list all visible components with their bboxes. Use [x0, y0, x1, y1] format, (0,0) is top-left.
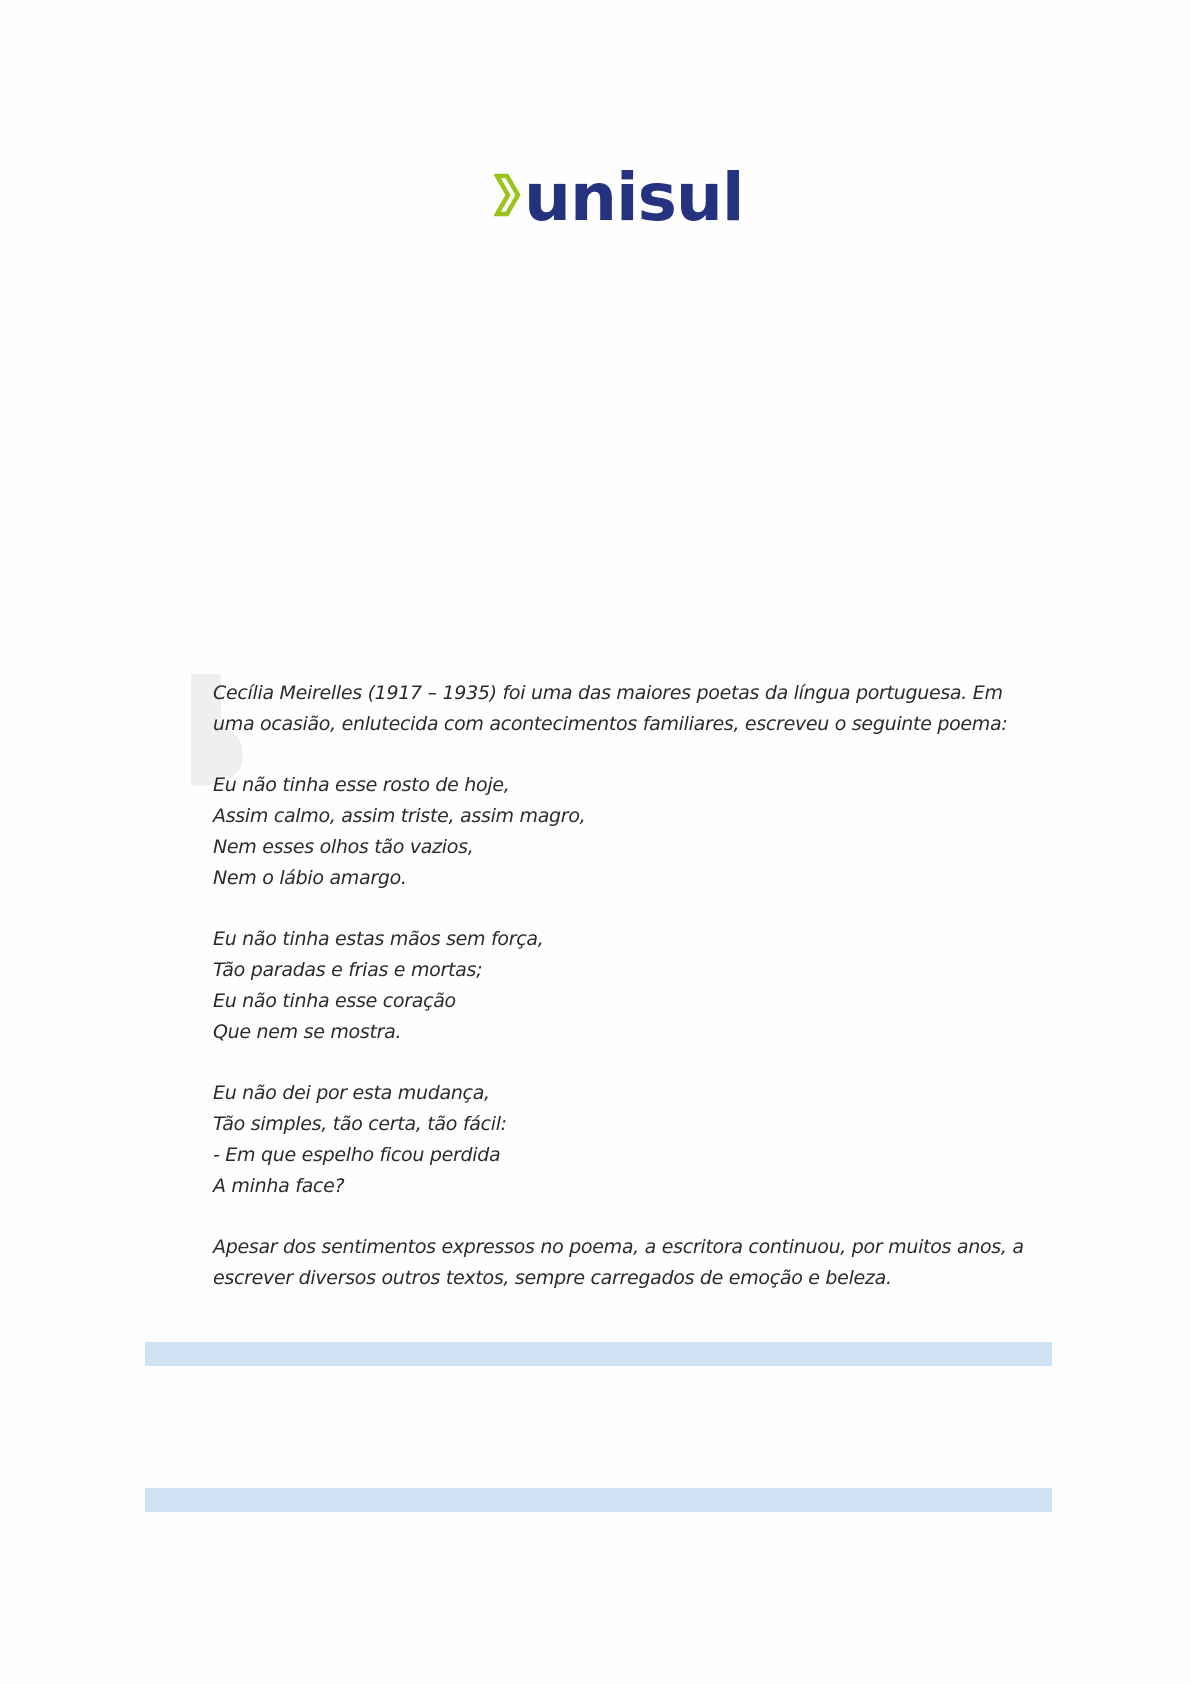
answer-band-top	[145, 1342, 1052, 1366]
document-body	[191, 674, 1051, 1314]
poem-line: Que nem se mostra.	[213, 1020, 402, 1043]
intro-line: uma ocasião, enlutecida com acontecimentos familiares, escreveu o seguinte poema:	[213, 712, 1008, 735]
poem-line: A minha face?	[213, 1174, 345, 1197]
answer-band-bottom	[145, 1488, 1052, 1512]
poem-line: - Em que espelho ficou perdida	[213, 1143, 501, 1166]
poem-line: Eu não tinha esse coração	[213, 989, 456, 1012]
poem-line: Tão simples, tão certa, tão fácil:	[213, 1113, 507, 1136]
intro-paragraph	[213, 678, 1053, 740]
poem-stanza-3	[213, 1078, 1053, 1201]
outro-line: Apesar dos sentimentos expressos no poema, a escritora continuou, por muitos anos, a	[213, 1236, 1024, 1259]
outro-line: escrever diversos outros textos, sempre carregados de emoção e beleza.	[213, 1267, 892, 1290]
intro-line: Cecília Meirelles (1917 – 1935) foi uma das maiores poetas da língua portuguesa. Em	[213, 682, 1003, 704]
outro-paragraph	[213, 1232, 1053, 1294]
poem-line: Nem o lábio amargo.	[213, 866, 407, 889]
logo-text: unisul	[524, 159, 744, 236]
chevron-logo-icon	[494, 170, 524, 220]
poem-line: Eu não tinha esse rosto de hoje,	[213, 774, 510, 797]
poem-line: Eu não dei por esta mudança,	[213, 1082, 490, 1105]
poem-line: Tão paradas e frias e mortas;	[213, 959, 483, 982]
poem-stanza-2	[213, 924, 1053, 1047]
poem-line: Nem esses olhos tão vazios,	[213, 835, 474, 858]
poem-line: Assim calmo, assim triste, assim magro,	[213, 805, 586, 828]
passage-text	[213, 678, 1053, 1294]
unisul-logo	[494, 159, 744, 240]
poem-line: Eu não tinha estas mãos sem força,	[213, 928, 544, 951]
poem-stanza-1	[213, 770, 1053, 893]
